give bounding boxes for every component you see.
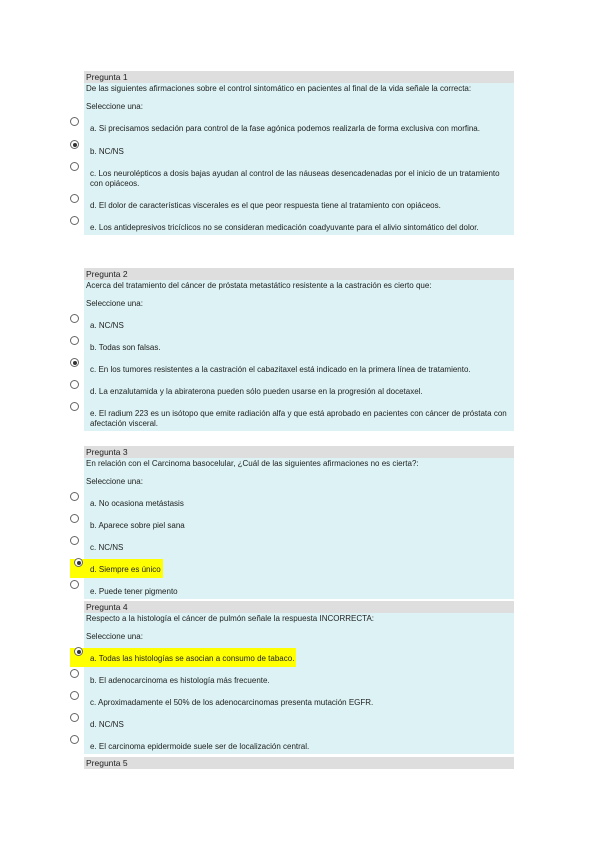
select-label: Seleccione una: [86, 632, 143, 641]
radio-button[interactable] [70, 713, 79, 722]
select-label: Seleccione una: [86, 299, 143, 308]
radio-button[interactable] [70, 514, 79, 523]
option-d[interactable] [86, 720, 512, 730]
radio-button-selected[interactable] [70, 358, 79, 367]
question-4 [84, 601, 514, 754]
option-text: d. La enzalutamida y la abiraterona pueden sólo pueden usarse en la progresión al docetaxel. [90, 387, 423, 396]
option-text: e. El radium 223 es un isótopo que emite radiación alfa y que está aprobado en pacientes con cáncer de próstata con afectación visceral. [90, 409, 507, 428]
option-text: c. Aproximadamente el 50% de los adenocarcinomas presenta mutación EGFR. [90, 698, 374, 707]
option-a[interactable] [86, 124, 512, 134]
option-text: a. Todas las histologías se asocian a consumo de tabaco. [90, 654, 295, 663]
radio-button[interactable] [70, 691, 79, 700]
radio-button[interactable] [70, 669, 79, 678]
option-text: e. Los antidepresivos tricíclicos no se consideran medicación coadyuvante para el alivio sintomático del dolor. [90, 223, 479, 232]
option-b[interactable] [86, 147, 512, 157]
option-a[interactable] [86, 321, 512, 331]
option-text: c. Los neurolépticos a dosis bajas ayudan al control de las náuseas desencadenadas por el inicio de un tratamiento con opiáceos. [90, 169, 500, 188]
radio-button[interactable] [70, 380, 79, 389]
option-b[interactable] [86, 521, 512, 531]
question-1 [84, 71, 514, 235]
radio-button[interactable] [70, 402, 79, 411]
radio-button[interactable] [70, 580, 79, 589]
option-d[interactable] [86, 201, 512, 211]
option-c[interactable] [86, 365, 512, 375]
option-text: d. Siempre es único [90, 565, 161, 574]
option-text: a. Si precisamos sedación para control de la fase agónica podemos realizarla de forma exclusiva con morfina. [90, 124, 480, 133]
question-text: En relación con el Carcinoma basocelular, ¿Cuál de las siguientes afirmaciones no es cierta?: [86, 459, 419, 468]
option-text: c. NC/NS [90, 543, 124, 552]
question-title: Pregunta 2 [84, 268, 514, 280]
option-text: b. Todas son falsas. [90, 343, 161, 352]
radio-button[interactable] [70, 314, 79, 323]
radio-button[interactable] [70, 735, 79, 744]
question-title: Pregunta 1 [84, 71, 514, 83]
select-label: Seleccione una: [86, 477, 143, 486]
option-text: c. En los tumores resistentes a la castración el cabazitaxel está indicado en la primera línea de tratamiento. [90, 365, 471, 374]
radio-button[interactable] [70, 194, 79, 203]
option-text: e. El carcinoma epidermoide suele ser de localización central. [90, 742, 310, 751]
option-b[interactable] [86, 676, 512, 686]
option-a-highlighted[interactable] [86, 654, 512, 667]
question-title: Pregunta 4 [84, 601, 514, 613]
option-text: a. NC/NS [90, 321, 124, 330]
radio-button[interactable] [70, 162, 79, 171]
radio-button[interactable] [70, 336, 79, 345]
option-e[interactable] [86, 742, 512, 752]
option-text: e. Puede tener pigmento [90, 587, 178, 596]
radio-button[interactable] [70, 492, 79, 501]
option-e[interactable] [86, 587, 512, 597]
question-title: Pregunta 3 [84, 446, 514, 458]
radio-button[interactable] [70, 536, 79, 545]
option-e[interactable] [86, 223, 512, 233]
option-text: a. No ocasiona metástasis [90, 499, 184, 508]
question-5 [84, 757, 514, 769]
radio-button-selected[interactable] [74, 647, 83, 656]
question-title: Pregunta 5 [84, 757, 514, 769]
select-label: Seleccione una: [86, 102, 143, 111]
radio-button[interactable] [70, 216, 79, 225]
option-text: b. El adenocarcinoma es histología más frecuente. [90, 676, 270, 685]
question-text: Respecto a la histología el cáncer de pulmón señale la respuesta INCORRECTA: [86, 614, 374, 623]
question-2 [84, 268, 514, 431]
option-text: d. NC/NS [90, 720, 124, 729]
option-a[interactable] [86, 499, 512, 509]
option-b[interactable] [86, 343, 512, 353]
radio-button-selected[interactable] [74, 558, 83, 567]
option-c[interactable] [86, 698, 512, 708]
option-c[interactable] [86, 169, 512, 189]
question-3 [84, 446, 514, 599]
option-d-highlighted[interactable] [86, 565, 512, 578]
option-text: b. NC/NS [90, 147, 124, 156]
option-text: b. Aparece sobre piel sana [90, 521, 185, 530]
option-e[interactable] [86, 409, 512, 429]
option-text: d. El dolor de características viscerales es el que peor respuesta tiene al tratamiento con opiáceos. [90, 201, 441, 210]
radio-button[interactable] [70, 117, 79, 126]
question-text: De las siguientes afirmaciones sobre el control sintomático en pacientes al final de la vida señale la correcta: [86, 84, 472, 93]
option-c[interactable] [86, 543, 512, 553]
radio-button-selected[interactable] [70, 140, 79, 149]
option-d[interactable] [86, 387, 512, 397]
question-text: Acerca del tratamiento del cáncer de próstata metastático resistente a la castración es cierto que: [86, 281, 432, 290]
